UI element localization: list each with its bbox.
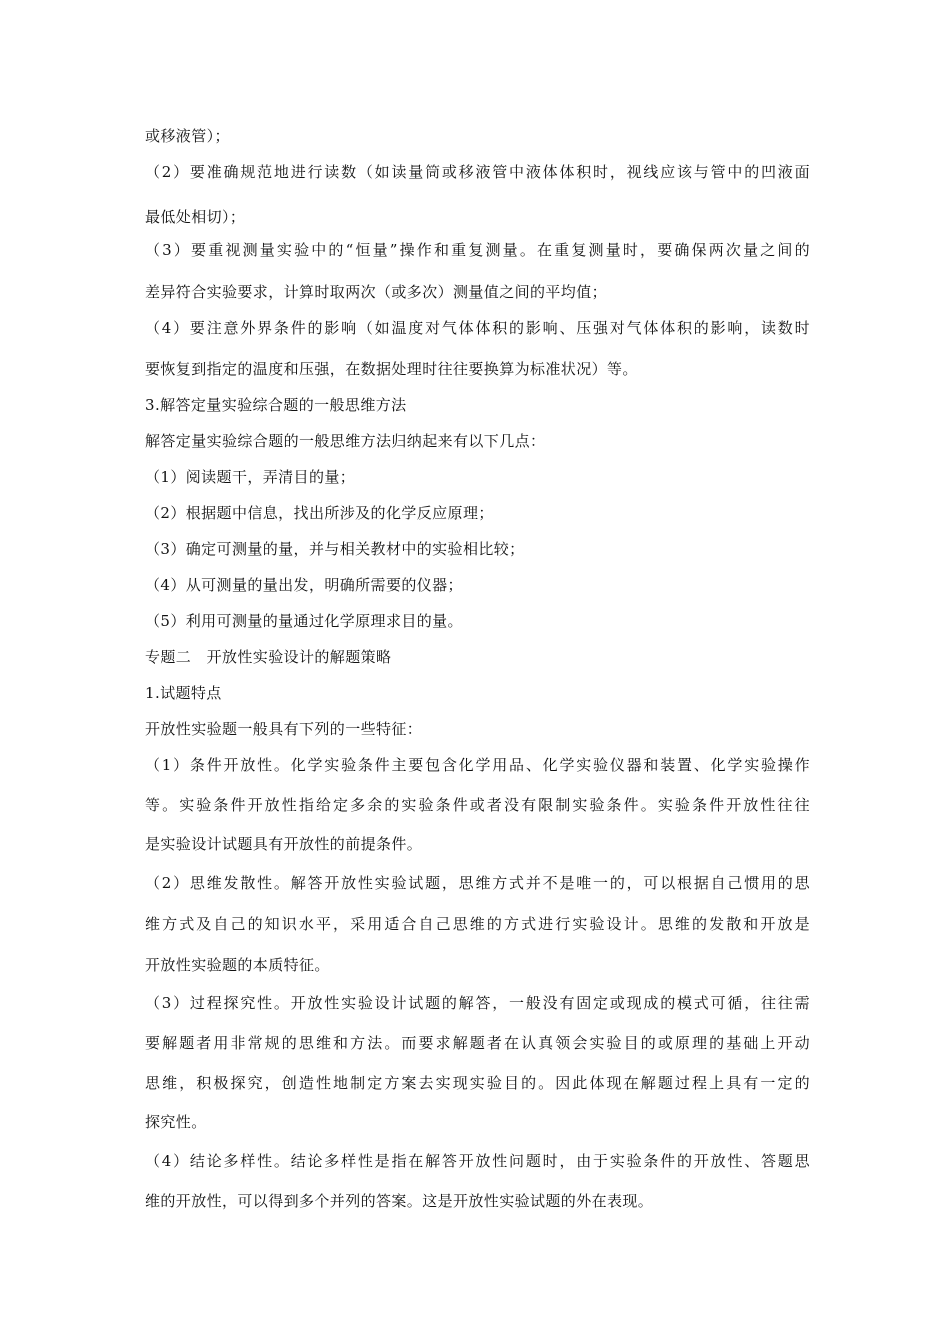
text-line: （4）结论多样性。结论多样性是指在解答开放性问题时，由于实验条件的开放性、答题思 [145,1152,810,1170]
text-line: 最低处相切）； [145,208,246,226]
text-line: 要解题者用非常规的思维和方法。而要求解题者在认真领会实验目的或原理的基础上开动 [145,1034,810,1052]
list-item: （5）利用可测量的量通过化学原理求目的量。 [145,612,463,630]
section-heading: 1.试题特点 [145,684,222,702]
text-line: （2）要准确规范地进行读数（如读量筒或移液管中液体体积时，视线应该与管中的凹液面 [145,163,810,181]
list-item: （4）从可测量的量出发，明确所需要的仪器； [145,576,463,594]
text-line: 开放性实验题一般具有下列的一些特征： [145,720,423,738]
section-heading: 专题二 开放性实验设计的解题策略 [145,648,392,666]
text-line: 等。实验条件开放性指给定多余的实验条件或者没有限制实验条件。实验条件开放性往往 [145,796,810,814]
text-line: （1）条件开放性。化学实验条件主要包含化学用品、化学实验仪器和装置、化学实验操作 [145,756,810,774]
text-line: 是实验设计试题具有开放性的前提条件。 [145,835,423,853]
text-line: 解答定量实验综合题的一般思维方法归纳起来有以下几点： [145,432,546,450]
text-line: （3）要重视测量实验中的“恒量”操作和重复测量。在重复测量时，要确保两次量之间的 [145,241,810,259]
section-heading: 3.解答定量实验综合题的一般思维方法 [145,396,407,414]
list-item: （1）阅读题干，弄清目的量； [145,468,356,486]
list-item: （2）根据题中信息，找出所涉及的化学反应原理； [145,504,494,522]
text-line: 差异符合实验要求，计算时取两次（或多次）测量值之间的平均值； [145,283,608,301]
text-line: 要恢复到指定的温度和压强，在数据处理时往往要换算为标准状况）等。 [145,360,638,378]
text-line: 探究性。 [145,1113,207,1131]
text-line: 维的开放性，可以得到多个并列的答案。这是开放性实验试题的外在表现。 [145,1192,654,1210]
text-line: （4）要注意外界条件的影响（如温度对气体体积的影响、压强对气体体积的影响，读数时 [145,319,810,337]
text-line: （3）过程探究性。开放性实验设计试题的解答，一般没有固定或现成的模式可循，往往需 [145,994,810,1012]
text-line: 维方式及自己的知识水平，采用适合自己思维的方式进行实验设计。思维的发散和开放是 [145,915,810,933]
text-line: （2）思维发散性。解答开放性实验试题，思维方式并不是唯一的，可以根据自己惯用的思 [145,874,810,892]
text-line: 开放性实验题的本质特征。 [145,956,330,974]
list-item: （3）确定可测量的量，并与相关教材中的实验相比较； [145,540,525,558]
text-line: 思维，积极探究，创造性地制定方案去实现实验目的。因此体现在解题过程上具有一定的 [145,1074,810,1092]
text-line: 或移液管）； [145,127,230,145]
